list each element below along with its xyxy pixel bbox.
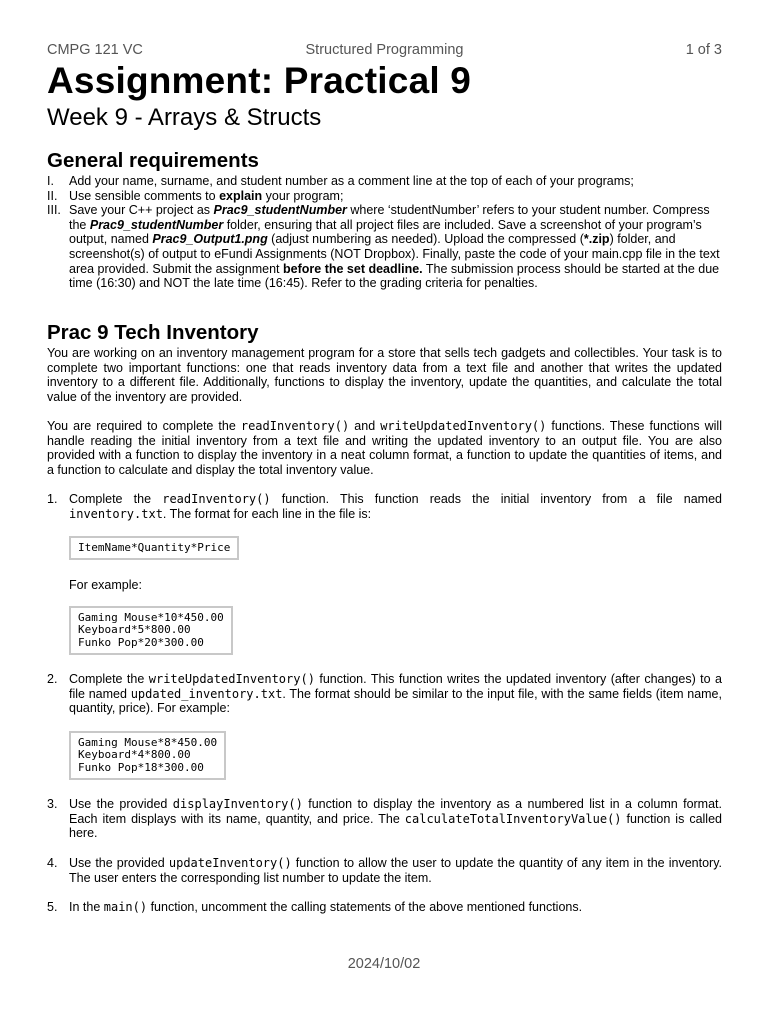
step-5	[47, 900, 722, 915]
file-name: inventory.txt	[69, 506, 163, 521]
emphasis: explain	[219, 188, 263, 203]
header-page-indicator: 1 of 3	[685, 42, 722, 58]
step-number: 2.	[47, 672, 58, 686]
intro-paragraph: You are working on an inventory management program for a store that sells tech gadgets and collectibles. Your task is to complete two important functions: one that reads inventory data from a text file and another that writes the updated inventory to a different file. Additionally, functions to display the inventory, update the quantities, and calculate the total value of the inventory are provided.	[47, 346, 722, 404]
requirement-text: Save your C++ project as	[69, 203, 214, 218]
step-4	[47, 856, 722, 885]
page-subtitle: Week 9 - Arrays & Structs	[47, 104, 322, 131]
function-name: readInventory()	[240, 419, 350, 433]
text-run: In the	[69, 900, 104, 914]
list-item	[47, 189, 722, 204]
list-marker: III.	[47, 203, 61, 218]
text-run: . The format for each line in the file is:	[162, 506, 372, 521]
text-run: function, uncomment the calling statements of the above mentioned functions.	[147, 900, 583, 914]
requirement-text: where ‘studentNumber’ refers to your student number. Compress the	[69, 203, 710, 232]
requirement-text: The submission process should be started at the due time (16:30) and NOT the late time (16:45). Refer to the grading criteria for penalties.	[69, 261, 720, 291]
function-name: displayInventory()	[172, 797, 303, 811]
function-name: writeUpdatedInventory()	[380, 419, 547, 433]
function-name: calculateTotalInventoryValue()	[404, 811, 622, 826]
project-name: Prac9_studentNumber	[213, 203, 347, 218]
text-run: function to display the inventory as a numbered list in a column format. Each item displays with its name, quantity, and price. The	[69, 797, 722, 826]
text-run: and	[349, 419, 381, 433]
step-3	[47, 797, 722, 841]
file-name: updated_inventory.txt	[130, 686, 283, 701]
text-run: function is called here.	[69, 811, 722, 841]
requirement-text: Use sensible comments to	[69, 188, 220, 203]
step-number: 5.	[47, 900, 58, 914]
for-example-label: For example:	[69, 578, 142, 592]
text-run: function. This function writes the updated inventory (after changes) to a file named	[69, 672, 722, 701]
step-number: 4.	[47, 856, 58, 870]
function-name: main()	[103, 900, 148, 914]
list-marker: II.	[47, 188, 58, 203]
text-run: Use the provided	[69, 856, 169, 870]
list-marker: I.	[47, 174, 54, 188]
text-run: Complete the	[69, 492, 163, 506]
step-2	[47, 672, 722, 716]
step-number: 3.	[47, 797, 58, 811]
footer-date: 2024/10/02	[347, 956, 421, 972]
requirement-text: folder, ensuring that all project files are included. Save a screenshot of your program’s output, named	[69, 217, 702, 247]
example-input-code-box: Gaming Mouse*10*450.00 Keyboard*5*800.00 Funko Pop*20*300.00	[69, 606, 233, 655]
text-run: . The format should be similar to the input file, with the same fields (item name, quantity, price). For example:	[69, 686, 722, 716]
list-item	[47, 203, 722, 291]
text-run: Use the provided	[69, 797, 173, 811]
page-title: Assignment: Practical 9	[47, 60, 472, 101]
general-requirements-heading: General requirements	[47, 149, 259, 172]
text-run: You are required to complete the	[47, 419, 241, 433]
step-1	[47, 492, 722, 521]
requirements-paragraph	[47, 419, 722, 477]
folder-name: Prac9_studentNumber	[89, 217, 224, 232]
example-output-code-box: Gaming Mouse*8*450.00 Keyboard*4*800.00 Funko Pop*18*300.00	[69, 731, 226, 780]
step-number: 1.	[47, 492, 58, 506]
text-run: function. This function reads the initial inventory from a file named	[270, 492, 722, 506]
text-run: Complete the	[69, 672, 149, 686]
prac-heading: Prac 9 Tech Inventory	[47, 321, 259, 344]
screenshot-name: Prac9_Output1.png	[152, 232, 268, 247]
general-requirements-list	[47, 174, 722, 291]
format-code-box: ItemName*Quantity*Price	[69, 536, 239, 560]
header-subject: Structured Programming	[305, 42, 464, 58]
text-run: functions. These functions will handle reading the initial inventory from a text file and writing the updated inventory to an output file. You are also provided with a function to display the inventory in a neat column format, a function to update the quantities of items, and a function to calculate and display the total inventory value.	[47, 419, 722, 477]
header-course: CMPG 121 VC	[47, 42, 143, 58]
requirement-text: your program;	[262, 188, 344, 203]
function-name: updateInventory()	[168, 856, 292, 870]
deadline-emphasis: before the set deadline.	[283, 261, 423, 276]
text-run: function to allow the user to update the quantity of any item in the inventory. The user enters the corresponding list number to update the item.	[69, 856, 722, 885]
requirement-text: Add your name, surname, and student number as a comment line at the top of each of your programs;	[69, 174, 634, 188]
requirement-text: ) folder, and screenshot(s) of output to eFundi Assignments (NOT Dropbox). Finally, paste the code of your main.cpp file in the text area provided. Submit the assignment	[69, 232, 720, 276]
function-name: writeUpdatedInventory()	[148, 672, 315, 686]
function-name: readInventory()	[162, 492, 271, 506]
requirement-text: (adjust numbering as needed). Upload the compressed (	[267, 232, 584, 247]
zip-extension: *.zip	[583, 232, 610, 247]
list-item	[47, 174, 722, 189]
